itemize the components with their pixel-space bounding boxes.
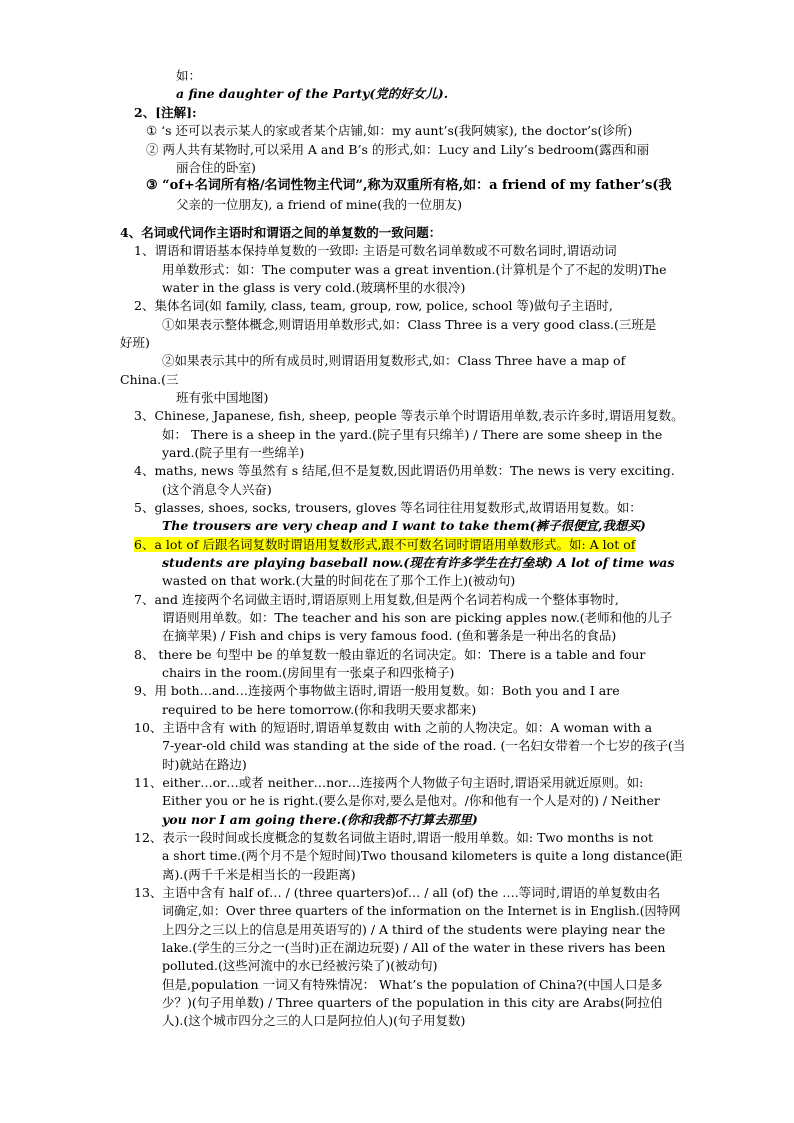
line-47: 上四分之三以上的信息是用英语写的) / A third of the students were playing near the (162, 922, 666, 937)
line-34: 9、用 both…and…连接两个事物做主语时,谓语一般用复数。如：Both you and I are (134, 683, 620, 698)
line-05: ② 两人共有某物时,可以采用 A and B’s 的形式,如：Lucy and Lily’s bedroom(露西和丽 (146, 142, 650, 157)
line-31: 在摘苹果) / Fish and chips is very famous food. (鱼和薯条是一种出名的食品) (162, 628, 617, 643)
line-45: 13、主语中含有 half of… / (three quarters)of… / all (of) the ….等词时,谓语的单复数由名 (134, 885, 661, 900)
line-30: 谓语则用单数。如：The teacher and his son are picking apples now.(老师和他的儿子 (162, 610, 673, 625)
line-21: yard.(院子里有一些绵羊) (162, 445, 305, 460)
highlight-mark: 6、a lot of 后跟名词复数时谓语用复数形式,跟不可数名词时谓语用单数形式。如: A lot of (134, 537, 636, 552)
line-43: a short time.(两个月不是个短时间)Two thousand kilometers is quite a long distance(距 (162, 849, 683, 863)
line-08: 父亲的一位朋友), a friend of mine(我的一位朋友) (176, 197, 462, 212)
line-36: 10、主语中含有 with 的短语时,谓语单复数由 with 之前的人物决定。如：A woman with a (134, 720, 653, 735)
line-19: 3、Chinese, Japanese, fish, sheep, people 等表示单个时谓语用单数,表示许多时,谓语用复数。 (134, 408, 684, 423)
line-24: 5、glasses, shoes, socks, trousers, gloves 等名词往往用复数形式,故谓语用复数。如： (134, 500, 642, 515)
line-22: 4、maths, news 等虽然有 s 结尾,但不是复数,因此谓语仍用单数：The news is very exciting. (134, 463, 675, 478)
line-18: 班有张中国地图) (176, 390, 269, 405)
line-49: polluted.(这些河流中的水已经被污染了)(被动句) (162, 958, 438, 973)
line-50: 但是,population 一词又有特殊情况： What’s the population of China?(中国人口是多 (162, 977, 663, 992)
line-40: Either you or he is right.(要么是你对,要么是他对。/你和他有一个人是对的) / Neither (162, 793, 660, 808)
line-03-annotation-heading: 2、[注解]: (134, 105, 197, 120)
line-23: (这个消息令人兴奋) (162, 482, 272, 497)
line-33: chairs in the room.(房间里有一张桌子和四张椅子) (162, 665, 455, 680)
line-07: ③ “of+名词所有格/名词性物主代词”,称为双重所有格,如：a friend of my father’s(我 (146, 178, 672, 193)
line-17: China.(三 (120, 372, 179, 387)
line-16: ②如果表示其中的所有成员时,则谓语用复数形式,如：Class Three have a map of (162, 353, 626, 368)
line-06: 丽合住的卧室) (176, 160, 256, 175)
line-46: 词确定,如：Over three quarters of the information on the Internet is in English.(因特网 (162, 904, 681, 918)
line-10: 1、谓语和谓语基本保持单复数的一致即: 主语是可数名词单数或不可数名词时,谓语动词 (134, 243, 617, 258)
line-39: 11、either…or…或者 neither…nor…连接两个人物做子句主语时,谓语采用就近原则。如: (134, 775, 644, 790)
line-52: 人).(这个城市四分之三的人口是阿拉伯人)(句子用复数) (162, 1013, 466, 1028)
line-25: The trousers are very cheap and I want to take them(裤子很便宜,我想买) (162, 518, 646, 533)
line-14: ①如果表示整体概念,则谓语用单数形式,如：Class Three is a very good class.(三班是 (162, 317, 657, 332)
line-28: wasted on that work.(大量的时间花在了那个工作上)(被动句) (162, 573, 516, 588)
line-26 (134, 536, 635, 554)
line-15: 好班) (120, 335, 150, 350)
line-01: 如： (176, 68, 202, 83)
line-35: required to be here tomorrow.(你和我明天要求都来) (162, 702, 477, 717)
line-51: 少？)(句子用单数) / Three quarters of the population in this city are Arabs(阿拉伯 (162, 995, 663, 1010)
line-42: 12、表示一段时间或长度概念的复数名词做主语时,谓语一般用单数。如: Two months is not (134, 830, 654, 845)
line-11: 用单数形式：如：The computer was a great invention.(计算机是个了不起的发明)The (162, 262, 667, 277)
line-48: lake.(学生的三分之一(当时)正在湖边玩耍) / All of the water in these rivers has been (162, 940, 666, 955)
line-12: water in the glass is very cold.(玻璃杯里的水很冷) (162, 280, 466, 295)
line-41: you nor I am going there.(你和我都不打算去那里) (162, 812, 478, 827)
line-27: students are playing baseball now.(现在有许多学生在打垒球) A lot of time was (162, 555, 675, 570)
line-37: 7-year-old child was standing at the side of the road. (一名妇女带着一个七岁的孩子(当 (162, 738, 686, 753)
line-44: 离).(两千千米是相当长的一段距离) (162, 867, 356, 882)
line-32: 8、 there be 句型中 be 的单复数一般由靠近的名词决定。如：There is a table and four (134, 647, 646, 662)
section-heading-4: 4、名词或代词作主语时和谓语之间的单复数的一致问题： (120, 225, 442, 240)
line-13: 2、集体名词(如 family, class, team, group, row, police, school 等)做句子主语时, (134, 298, 613, 313)
line-02: a fine daughter of the Party(党的好女儿). (176, 86, 449, 101)
line-20: 如： There is a sheep in the yard.(院子里有只绵羊) / There are some sheep in the (162, 427, 663, 442)
line-04: ① ‘s 还可以表示某人的家或者某个店铺,如：my aunt’s(我阿姨家), the doctor’s(诊所) (146, 123, 633, 138)
line-29: 7、and 连接两个名词做主语时,谓语原则上用复数,但是两个名词若构成一个整体事物时, (134, 592, 619, 607)
line-38: 时)就站在路边) (162, 757, 247, 772)
